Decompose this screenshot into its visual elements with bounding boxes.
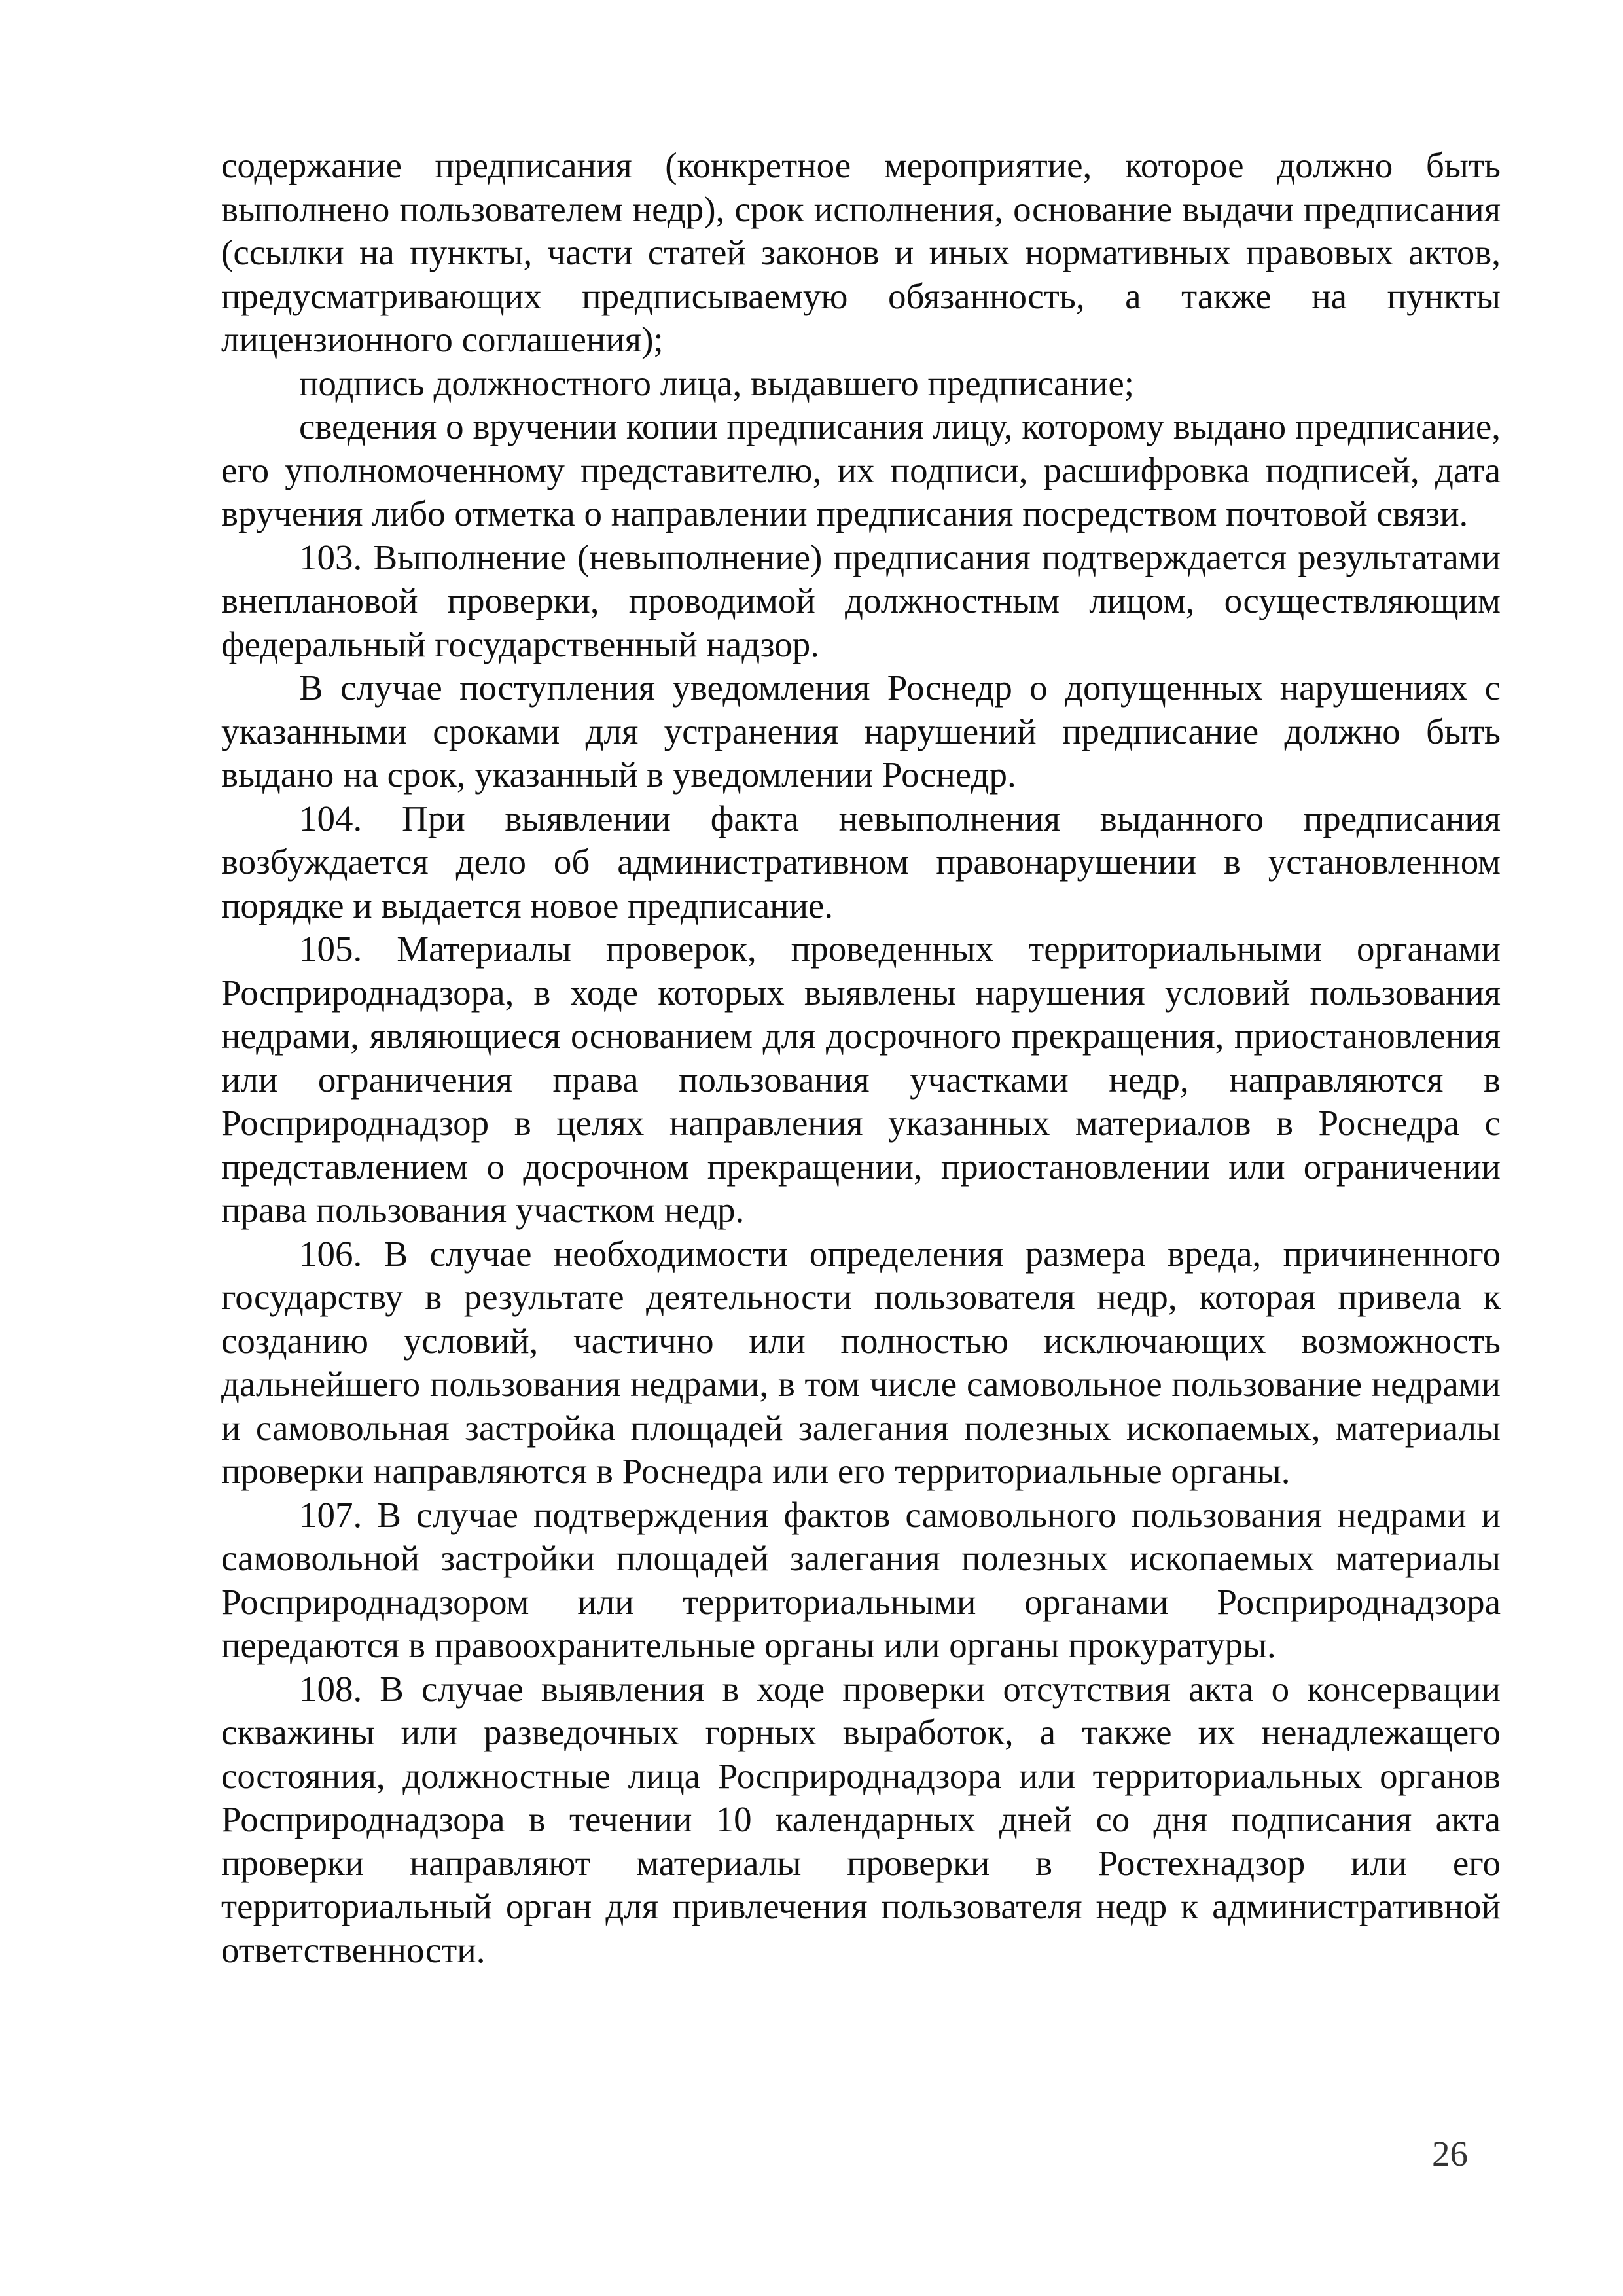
paragraph-104: 104. При выявлении факта невыполнения выданного предписания возбуждается дело об административном правонарушении в установленном порядке и выдается новое предписание. bbox=[221, 798, 1501, 925]
paragraph-prescription-content: содержание предписания (конкретное мероприятие, которое должно быть выполнено пользователем недр), срок исполнения, основание выдачи предписания (ссылки на пункты, части статей законов и иных нормативных правовых актов, предусматривающих предписываемую обязанность, а также на пункты лицензионного соглашения); bbox=[221, 145, 1501, 359]
paragraph-108: 108. В случае выявления в ходе проверки отсутствия акта о консервации скважины или разведочных горных выработок, а также их ненадлежащего состояния, должностные лица Росприроднадзора или территориальных органов Росприроднадзора в течении 10 календарных дней со дня подписания акта проверки направляют материалы проверки в Ростехнадзор или его территориальный орган для привлечения пользователя недр к административной ответственности. bbox=[221, 1668, 1501, 1970]
paragraph-105: 105. Материалы проверок, проведенных территориальными органами Росприроднадзора, в ходе которых выявлены нарушения условий пользования недрами, являющиеся основанием для досрочного прекращения, приостановления или ограничения права пользования участками недр, направляются в Росприроднадзор в целях направления указанных материалов в Роснедра с представлением о досрочном прекращении, приостановлении или ограничении права пользования участком недр. bbox=[221, 929, 1501, 1230]
paragraph-delivery-info: сведения о вручении копии предписания лицу, которому выдано предписание, его уполномоченному представителю, их подписи, расшифровка подписей, дата вручения либо отметка о направлении предписания посредством почтовой связи. bbox=[221, 406, 1501, 533]
paragraph-107: 107. В случае подтверждения фактов самовольного пользования недрами и самовольной застройки площадей залегания полезных ископаемых материалы Росприроднадзором или территориальными органами Росприроднадзора передаются в правоохранительные органы или органы прокуратуры. bbox=[221, 1494, 1501, 1665]
paragraph-106: 106. В случае необходимости определения размера вреда, причиненного государству в результате деятельности пользователя недр, которая привела к созданию условий, частично или полностью исключающих возможность дальнейшего пользования недрами, в том числе самовольное пользование недрами и самовольная застройка площадей залегания полезных ископаемых, материалы проверки направляются в Роснедра или его территориальные органы. bbox=[221, 1233, 1501, 1491]
paragraph-signature: подпись должностного лица, выдавшего предписание; bbox=[299, 363, 1135, 403]
paragraph-rosnedra-notice: В случае поступления уведомления Роснедр о допущенных нарушениях с указанными сроками для устранения нарушений предписание должно быть выдано на срок, указанный в уведомлении Роснедр. bbox=[221, 668, 1501, 795]
document-body bbox=[221, 144, 1501, 1972]
paragraph-103: 103. Выполнение (невыполнение) предписания подтверждается результатами внеплановой проверки, проводимой должностным лицом, осуществляющим федеральный государственный надзор. bbox=[221, 537, 1501, 664]
page-number: 26 bbox=[1432, 2134, 1468, 2174]
